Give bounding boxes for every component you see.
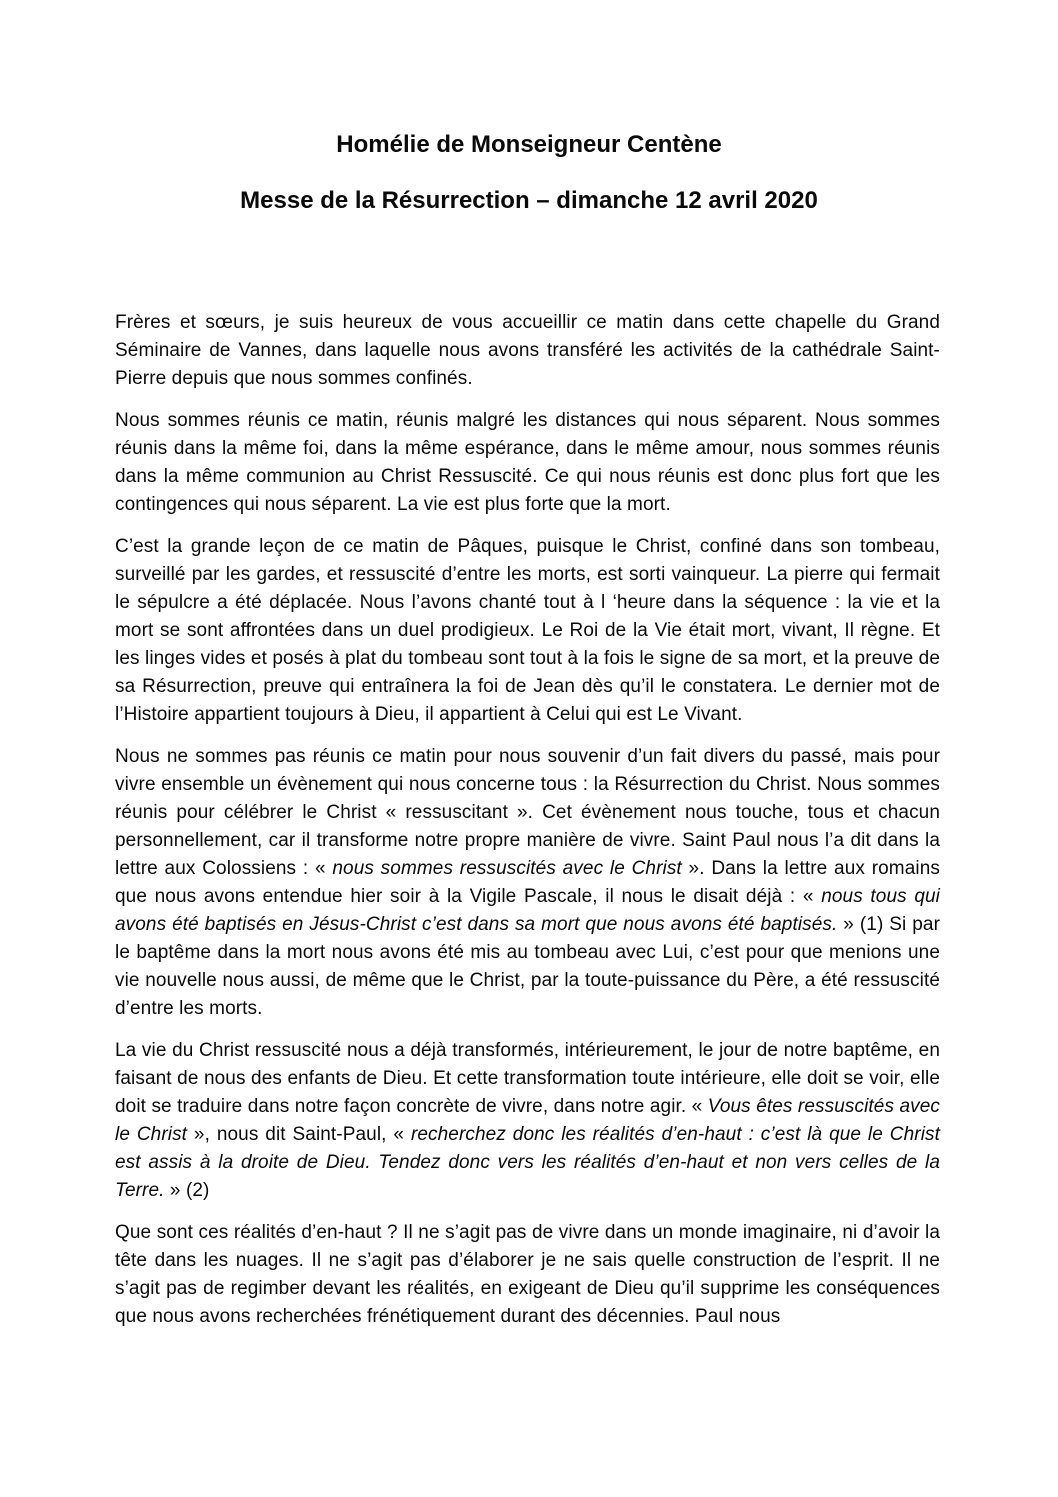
body-text: ». Dans la lettre aux romains que nous avons entendue hier soir à la Vigile Pascale, il nous le disait déjà : « bbox=[115, 858, 940, 907]
paragraph bbox=[115, 407, 940, 519]
body-text: » (2) bbox=[164, 1180, 210, 1201]
body-text: La vie du Christ ressuscité nous a déjà transformés, intérieurement, le jour de notre baptême, en faisant de nous des enfants de Dieu. Et cette transformation toute intérieure, elle doit se voir, elle doit se traduire dans notre façon concrète de vivre, dans notre agir. « bbox=[115, 1040, 940, 1117]
body-text: Nous ne sommes pas réunis ce matin pour nous souvenir d’un fait divers du passé, mais pour vivre ensemble un évènement qui nous concerne tous : la Résurrection du Christ. Nous sommes réunis pour célébrer le Christ « ressuscitant ». Cet évènement nous touche, tous et chacun personnellement, car il transforme notre propre manière de vivre. Saint Paul nous l’a dit dans la lettre aux Colossiens : « bbox=[115, 746, 940, 879]
quoted-italic-text: Vous êtes ressuscités avec le Christ bbox=[115, 1096, 940, 1145]
body-text: C’est la grande leçon de ce matin de Pâques, puisque le Christ, confiné dans son tombeau, surveillé par les gardes, et ressuscité d’entre les morts, est sorti vainqueur. La pierre qui fermait le sépulcre a été déplacée. Nous l’avons chanté tout à l ‘heure dans la séquence : la vie et la mort se sont affrontées dans un duel prodigieux. Le Roi de la Vie était mort, vivant, Il règne. Et les linges vides et posés à plat du tombeau sont tout à la fois le signe de sa mort, et la preuve de sa Résurrection, preuve qui entraînera la foi de Jean dès qu’il le constatera. Le dernier mot de l’Histoire appartient toujours à Dieu, il appartient à Celui qui est Le Vivant. bbox=[115, 536, 940, 725]
document-title: Homélie de Monseigneur Centène bbox=[336, 131, 722, 158]
body-text: Frères et sœurs, je suis heureux de vous accueillir ce matin dans cette chapelle du Grand Séminaire de Vannes, dans laquelle nous avons transféré les activités de la cathédrale Saint-Pierre depuis que nous sommes confinés. bbox=[115, 312, 940, 389]
body-text: » (1) Si par le baptême dans la mort nous avons été mis au tombeau avec Lui, c’est pour que menions une vie nouvelle nous aussi, de même que le Christ, par la toute-puissance du Père, a été ressuscité d’entre les morts. bbox=[115, 914, 940, 1019]
quoted-italic-text: nous sommes ressuscités avec le Christ bbox=[332, 858, 682, 879]
body-text: Que sont ces réalités d’en-haut ? Il ne s’agit pas de vivre dans un monde imaginaire, ni d’avoir la tête dans les nuages. Il ne s’agit pas d’élaborer je ne sais quelle construction de l’esprit. Il ne s’agit pas de regimber devant les réalités, en exigeant de Dieu qu’il supprime les conséquences que nous avons recherchées frénétiquement durant des décennies. Paul nous bbox=[115, 1222, 940, 1327]
document-body bbox=[115, 309, 940, 1331]
paragraph bbox=[115, 743, 940, 1023]
paragraph bbox=[115, 1219, 940, 1331]
document-header bbox=[0, 0, 1058, 216]
body-text: », nous dit Saint-Paul, « bbox=[187, 1124, 411, 1145]
quoted-italic-text: nous tous qui avons été baptisés en Jésus-Christ c’est dans sa mort que nous avons été baptisés. bbox=[115, 886, 941, 935]
paragraph bbox=[115, 309, 940, 393]
paragraph bbox=[115, 1037, 940, 1205]
document-subtitle: Messe de la Résurrection – dimanche 12 avril 2020 bbox=[240, 187, 818, 214]
quoted-italic-text: recherchez donc les réalités d’en-haut : c’est là que le Christ est assis à la droite de Dieu. Tendez donc vers les réalités d’en-haut et non vers celles de la Terre. bbox=[115, 1124, 940, 1201]
paragraph bbox=[115, 533, 940, 729]
body-text: Nous sommes réunis ce matin, réunis malgré les distances qui nous séparent. Nous sommes réunis dans la même foi, dans la même espérance, dans le même amour, nous sommes réunis dans la même communion au Christ Ressuscité. Ce qui nous réunis est donc plus fort que les contingences qui nous séparent. La vie est plus forte que la mort. bbox=[115, 410, 940, 515]
